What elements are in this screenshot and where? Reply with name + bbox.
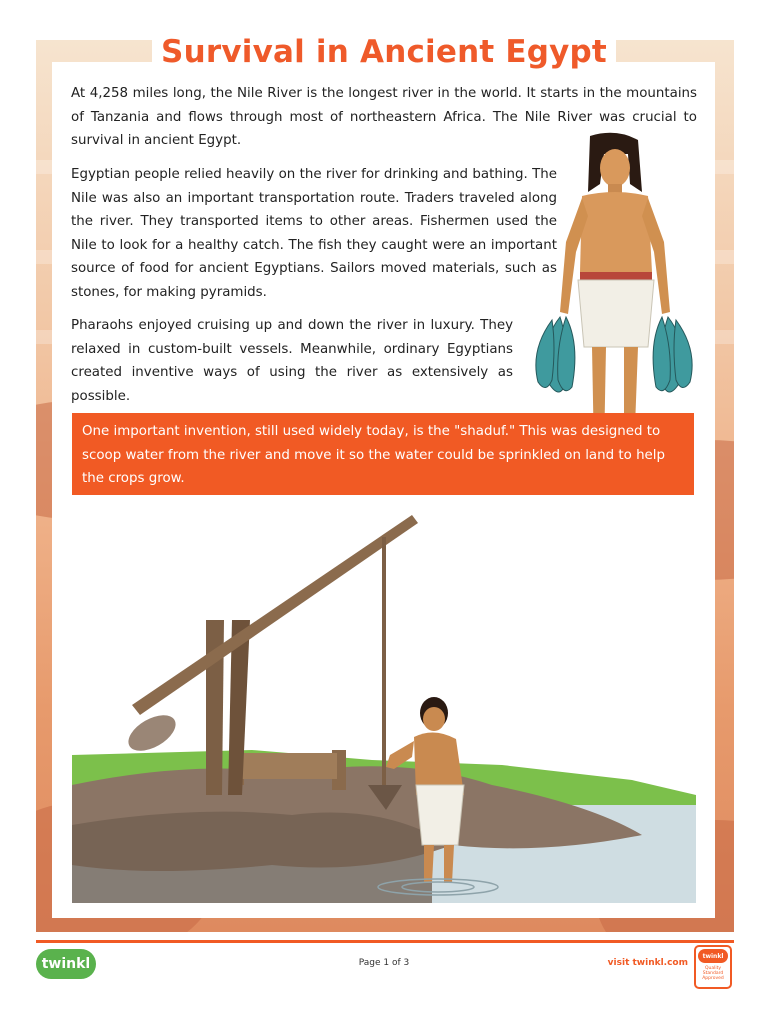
footer-divider bbox=[36, 940, 734, 943]
logo-text: twinkl bbox=[41, 956, 91, 972]
shaduf-scene-illustration bbox=[72, 505, 696, 903]
page-number: Page 1 of 3 bbox=[358, 958, 410, 968]
shaduf-callout: One important invention, still used widely today, is the "shaduf." This was designed to scoop water from the river and move it so the water could be sprinkled on land to help the crops grow. bbox=[72, 413, 694, 495]
paragraph-pharaohs: Pharaohs enjoyed cruising up and down the river in luxury. They relaxed in custom-built vessels. Meanwhile, ordinary Egyptians created inventive ways of using the river as extensively as possible. bbox=[71, 318, 513, 404]
visit-link[interactable]: visit twinkl.com bbox=[607, 958, 688, 968]
paragraph-nile-intro: At 4,258 miles long, the Nile River is the longest river in the world. It starts in the mountains of Tanzania and flows through most of northeastern Africa. The Nile River was crucial to survival in ancient Egypt. bbox=[71, 86, 697, 148]
page-title: Survival in Ancient Egypt bbox=[161, 34, 607, 70]
title-box bbox=[152, 28, 616, 76]
paragraph-river-uses: Egyptian people relied heavily on the river for drinking and bathing. The Nile was also an important transportation route. Traders traveled along the river. They transported items to other areas. Fishermen used the Nile to look for a healthy catch. The fish they caught were an important source of food for ancient Egyptians. Sailors moved materials, such as stones, for making pyramids. bbox=[71, 167, 557, 300]
quality-standard-badge-icon bbox=[694, 945, 732, 989]
badge-text: Quality Standard Approved bbox=[702, 966, 724, 981]
badge-logo: twinkl bbox=[698, 949, 728, 963]
twinkl-logo-icon[interactable] bbox=[36, 949, 96, 979]
